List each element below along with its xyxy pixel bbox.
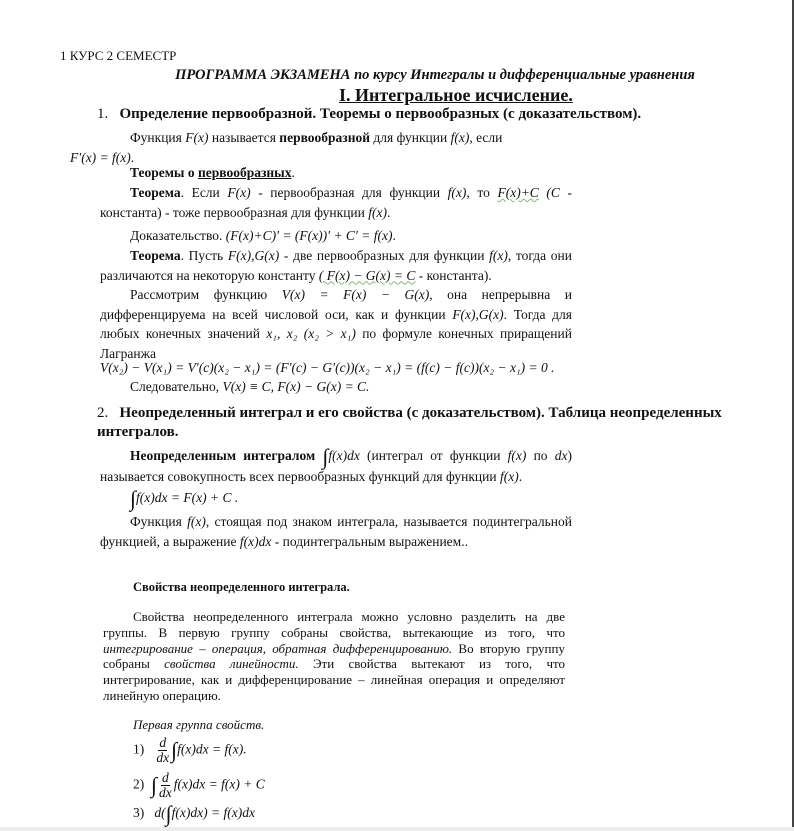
property-3: 3) d(∫f(x)dx) = f(x)dx <box>133 801 255 826</box>
exam-title: ПРОГРАММА ЭКЗАМЕНА по курсу Интегралы и дифференциальные уравнения <box>175 67 695 83</box>
theorems-subheading: Теоремы о первообразных. <box>130 165 295 180</box>
integrand-paragraph: Функция f(x), стоящая под знаком интеграла, называется подинтегральной функцией, а выражение f(x)dx - подинтегральным выражением.. <box>100 514 573 549</box>
proof-2-paragraph: Рассмотрим функцию V(x) = F(x) − G(x), она непрерывна и дифференцируема на всей числовой оси, как и функции F(x),G(x). Тогда для любых конечных значений x₁, x₂ (x₂ > x₁) по формуле конечных приращений Лагранжа <box>100 287 572 361</box>
section-number: 2. <box>97 405 109 421</box>
property-2: 2) ∫ $\frac{d}{dx}$ f(x)dx = f(x) + C <box>133 770 265 800</box>
course-label: 1 КУРС 2 СЕМЕСТР <box>60 48 177 63</box>
section-2-heading <box>97 404 777 442</box>
theorem-1: Теорема. Если F(x) - первообразная для функции f(x), то F(x)+C (C - константа) - тоже первообразная для функции f(x). <box>100 185 573 220</box>
theorem-2: Теорема. Пусть F(x),G(x) - две первообразных для функции f(x), тогда они различаются на некоторую константу ( F(x) − G(x) = C - константа). <box>100 248 572 283</box>
page-bottom-bar <box>0 827 794 831</box>
integral-formula: ∫f(x)dx = F(x) + C . <box>130 486 239 511</box>
definition-paragraph: Функция F(x) называется первообразной для функции f(x), если F′(x) = f(x). <box>70 130 503 165</box>
part-heading: I. Интегральное исчисление. <box>339 85 573 105</box>
section-title: Неопределенный интеграл и его свойства (с доказательством). Таблица неопределенных интегралов. <box>97 405 722 440</box>
proof-1: Доказательство. (F(x)+C)′ = (F(x))′ + C′ = f(x). <box>130 228 396 243</box>
section-number: 1. <box>97 106 109 122</box>
properties-heading: Свойства неопределенного интеграла. <box>133 580 350 594</box>
lagrange-formula: V(x₂) − V(x₁) = V′(c)(x₂ − x₁) = (F′(c) − G′(c))(x₂ − x₁) = (f(c) − f(c))(x₂ − x₁) = 0 . <box>100 360 555 375</box>
conclusion: Следовательно, V(x) ≡ C, F(x) − G(x) = C. <box>130 379 370 394</box>
properties-paragraph: Свойства неопределенного интеграла можно условно разделить на две группы. В первую группу собраны свойства, вытекающие из того, что интегрирование – операция, обратная дифференцированию. Во вторую группу собраны свойства линейности. Эти свойства вытекают из того, что интегрирование, как и дифференцирование – линейная операция и определяют линейную операцию. <box>103 609 565 703</box>
section-title: Определение первообразной. Теоремы о первообразных (с доказательством). <box>119 106 642 122</box>
property-1: 1) $\frac{d}{dx}$ ∫f(x)dx = f(x). <box>133 735 247 765</box>
indefinite-integral-definition: Неопределенным интегралом ∫f(x)dx (интеграл от функции f(x) по dx) называется совокупность всех первообразных функций для функции f(x). <box>100 444 572 484</box>
section-1-heading <box>97 106 641 123</box>
first-group-label: Первая группа свойств. <box>133 717 265 732</box>
